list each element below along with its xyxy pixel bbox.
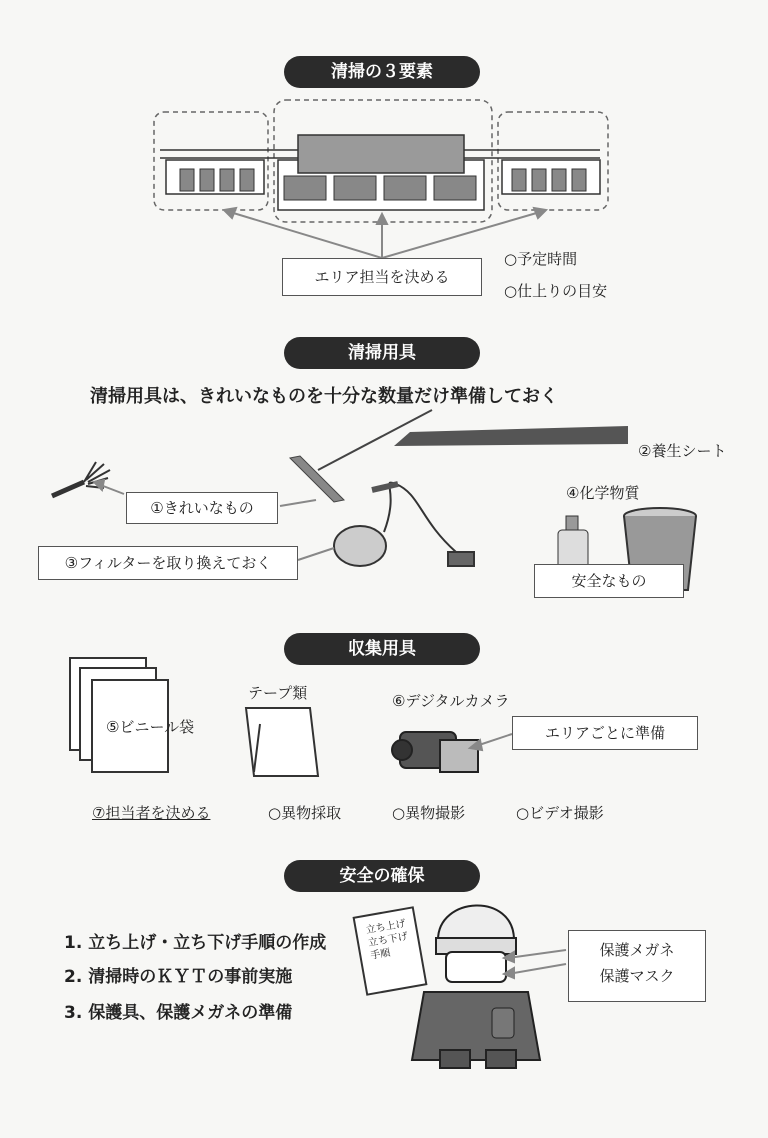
item-scheduled-time: ○予定時間: [504, 250, 578, 268]
camera-arrow: [470, 734, 512, 750]
camera-icon: [392, 732, 478, 772]
label-prepare-per-area: エリアごとに準備: [512, 716, 698, 750]
section-title-tools: 清掃用具: [284, 337, 480, 369]
plastic-bag-icon: [70, 658, 168, 772]
section-title-safety: 安全の確保: [284, 860, 480, 892]
label-clean-items: ①きれいなもの: [126, 492, 278, 524]
label-sheet: ②養生シート: [638, 442, 727, 460]
area-arrows: [224, 208, 546, 258]
sign-line-1: 立ち上げ: [365, 918, 407, 937]
equipment-goggles: 保護メガネ: [599, 941, 675, 959]
machine-diagram: [154, 100, 608, 222]
item-sample-collection: ○異物採取: [268, 804, 342, 822]
safety-item-1: 1. 立ち上げ・立ち下げ手順の作成: [64, 933, 327, 953]
label-tape: テープ類: [248, 684, 308, 702]
section-title-collection: 収集用具: [284, 633, 480, 665]
label-chemical: ④化学物質: [566, 484, 640, 502]
item-photo: ○異物撮影: [392, 804, 466, 822]
label-safe: 安全なもの: [534, 564, 684, 598]
equipment-arrows: [504, 950, 566, 978]
equipment-box: [568, 930, 706, 1002]
mop-icon: [290, 410, 432, 502]
safety-item-2: 2. 清掃時のＫＹＴの事前実施: [64, 967, 293, 987]
label-plastic-bag: ⑤ビニール袋: [106, 718, 195, 736]
sheet-icon: [394, 426, 628, 446]
tools-headline: 清掃用具は、きれいなものを十分な数量だけ準備しておく: [90, 386, 558, 407]
spray-icon: [492, 1008, 514, 1038]
label-assign-person: ⑦担当者を決める: [92, 804, 211, 822]
sign-line-2: 立ち下げ: [367, 931, 409, 950]
equipment-mask: 保護マスク: [599, 967, 675, 985]
sign-line-3: 手順: [369, 947, 392, 962]
item-finish-target: ○仕上りの目安: [504, 282, 608, 300]
label-filter: ③フィルターを取り換えておく: [38, 546, 298, 580]
safety-item-3: 3. 保護具、保護メガネの準備: [64, 1003, 293, 1023]
tape-icon: [246, 708, 318, 776]
procedure-sign-text: [365, 916, 419, 963]
item-video: ○ビデオ撮影: [516, 804, 604, 822]
label-camera: ⑥デジタルカメラ: [392, 692, 510, 710]
area-assignment-box: エリア担当を決める: [282, 258, 482, 296]
vacuum-icon: [334, 483, 474, 566]
duster-icon: [52, 462, 110, 496]
section-title-elements: 清掃の３要素: [284, 56, 480, 88]
worker-icon: [412, 905, 540, 1068]
